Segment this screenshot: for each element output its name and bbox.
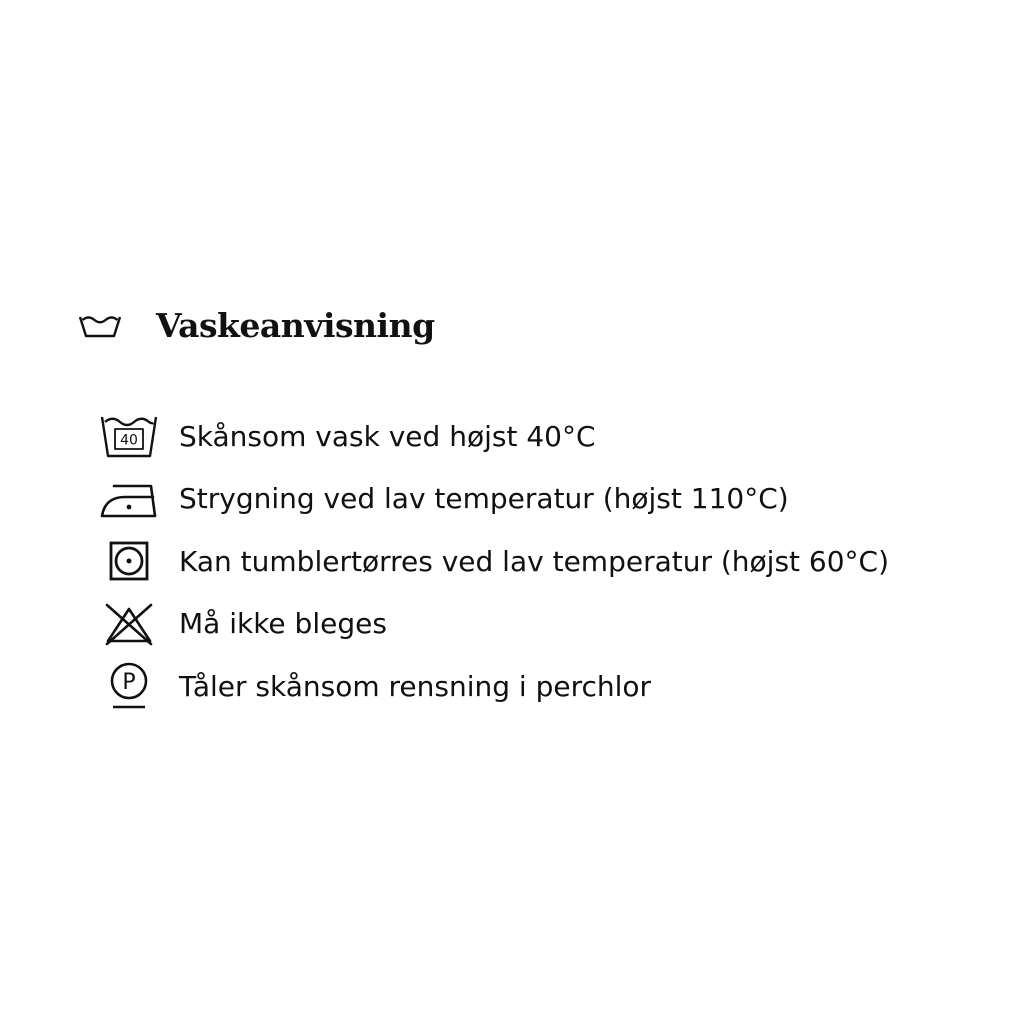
section-header [78,300,435,350]
iron-low-icon [100,474,158,524]
wash-temperature-label: 40 [120,432,138,449]
dry-clean-letter: P [122,670,136,696]
care-text-dry-clean: Tåler skånsom rensning i perchlor [179,669,652,703]
care-item-dry-clean [100,655,889,718]
care-item-iron [100,468,889,531]
section-title: Vaskeanvisning [156,305,435,345]
care-item-wash [100,405,889,468]
care-text-wash: Skånsom vask ved højst 40°C [179,419,596,453]
care-text-iron: Strygning ved lav temperatur (højst 110°C) [179,482,789,516]
dry-clean-p-icon [100,661,158,711]
care-instructions-list [100,405,889,718]
do-not-bleach-icon [100,599,158,649]
care-text-bleach: Må ikke bleges [179,607,387,641]
care-item-tumble-dry [100,530,889,593]
care-text-tumble-dry: Kan tumblertørres ved lav temperatur (højst 60°C) [179,544,890,578]
tumble-dry-low-icon [100,536,158,586]
washtub-icon [78,311,122,339]
care-item-bleach [100,593,889,656]
wash-40-icon [100,411,158,461]
